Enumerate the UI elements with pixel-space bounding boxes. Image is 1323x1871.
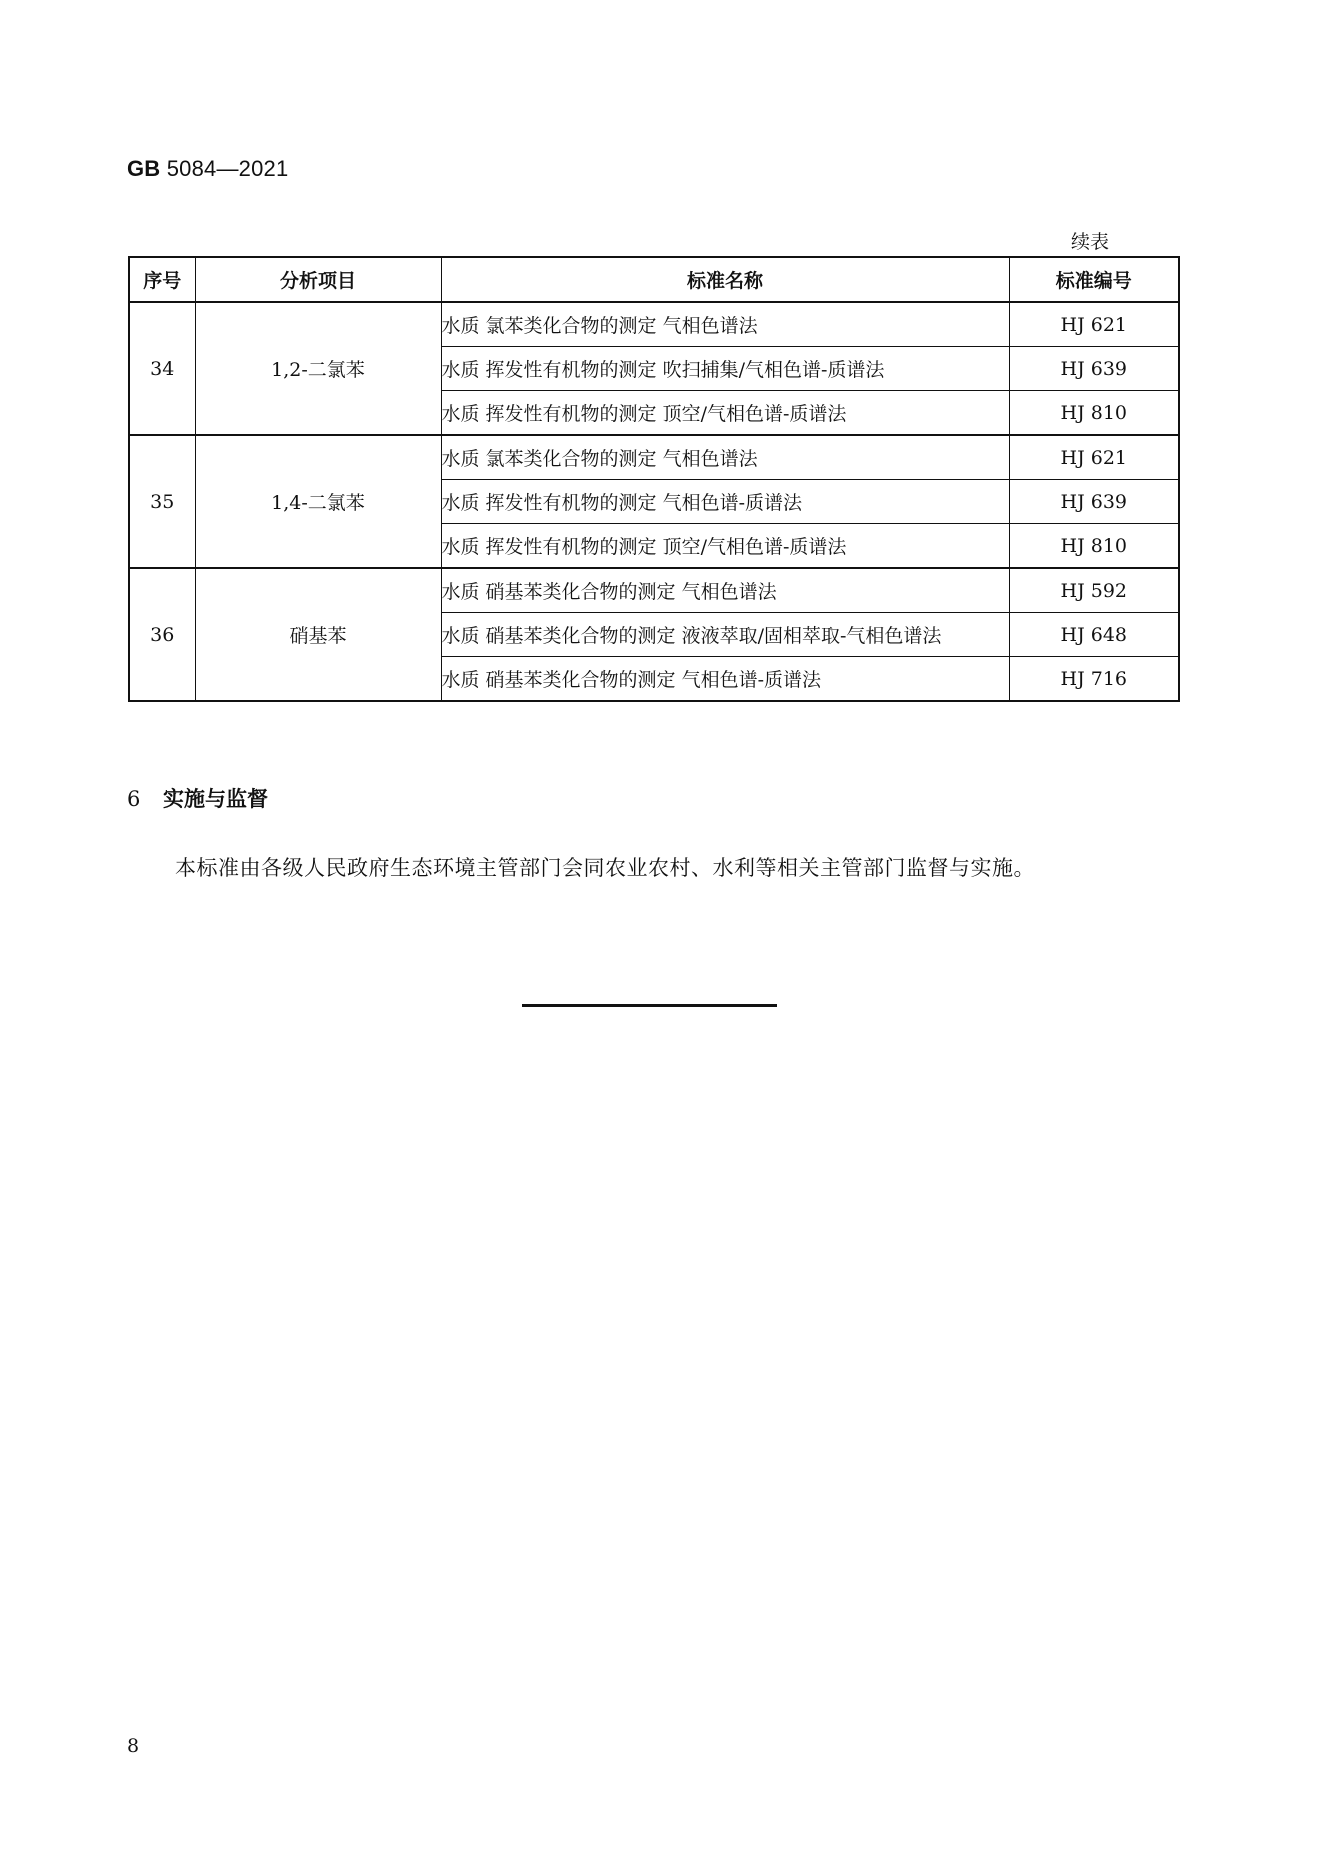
standard-code: HJ 716 (1009, 657, 1179, 702)
column-header-no: 序号 (129, 257, 195, 302)
table-group-36 (129, 568, 1179, 701)
standard-code: HJ 810 (1009, 524, 1179, 569)
analysis-item: 硝基苯 (195, 568, 441, 701)
section-body-text: 本标准由各级人民政府生态环境主管部门会同农业农村、水利等相关主管部门监督与实施。 (175, 856, 1035, 880)
document-code-prefix: GB (127, 156, 161, 181)
table-row (129, 302, 1179, 347)
analysis-item: 1,4-二氯苯 (195, 435, 441, 568)
standard-name: 水质 挥发性有机物的测定 气相色谱-质谱法 (441, 480, 1009, 524)
standard-code: HJ 621 (1009, 435, 1179, 480)
table-header-row (129, 257, 1179, 302)
column-header-standard-name: 标准名称 (441, 257, 1009, 302)
table-row (129, 435, 1179, 480)
standard-code: HJ 810 (1009, 391, 1179, 436)
standard-name: 水质 挥发性有机物的测定 顶空/气相色谱-质谱法 (441, 524, 1009, 569)
row-number: 34 (129, 302, 195, 435)
standard-code: HJ 621 (1009, 302, 1179, 347)
standard-name: 水质 氯苯类化合物的测定 气相色谱法 (441, 302, 1009, 347)
row-number: 35 (129, 435, 195, 568)
standard-name: 水质 挥发性有机物的测定 顶空/气相色谱-质谱法 (441, 391, 1009, 436)
standard-code: HJ 639 (1009, 347, 1179, 391)
standard-name: 水质 氯苯类化合物的测定 气相色谱法 (441, 435, 1009, 480)
table-group-34 (129, 302, 1179, 435)
standard-name: 水质 硝基苯类化合物的测定 气相色谱法 (441, 568, 1009, 613)
document-code (127, 156, 288, 182)
standard-name: 水质 硝基苯类化合物的测定 气相色谱-质谱法 (441, 657, 1009, 702)
standard-name: 水质 挥发性有机物的测定 吹扫捕集/气相色谱-质谱法 (441, 347, 1009, 391)
document-code-number: 5084—2021 (166, 156, 289, 181)
table-group-35 (129, 435, 1179, 568)
standard-name: 水质 硝基苯类化合物的测定 液液萃取/固相萃取-气相色谱法 (441, 613, 1009, 657)
standard-code: HJ 639 (1009, 480, 1179, 524)
page-number: 8 (127, 1735, 140, 1757)
standards-table (128, 256, 1180, 702)
section-title: 实施与监督 (163, 787, 268, 811)
table-row (129, 568, 1179, 613)
column-header-item: 分析项目 (195, 257, 441, 302)
standard-code: HJ 592 (1009, 568, 1179, 613)
analysis-item: 1,2-二氯苯 (195, 302, 441, 435)
continued-table-label: 续表 (1070, 231, 1109, 253)
end-of-document-rule (522, 1004, 777, 1007)
row-number: 36 (129, 568, 195, 701)
column-header-standard-code: 标准编号 (1009, 257, 1179, 302)
section-number: 6 (127, 787, 141, 811)
standard-code: HJ 648 (1009, 613, 1179, 657)
section-heading (127, 783, 268, 813)
